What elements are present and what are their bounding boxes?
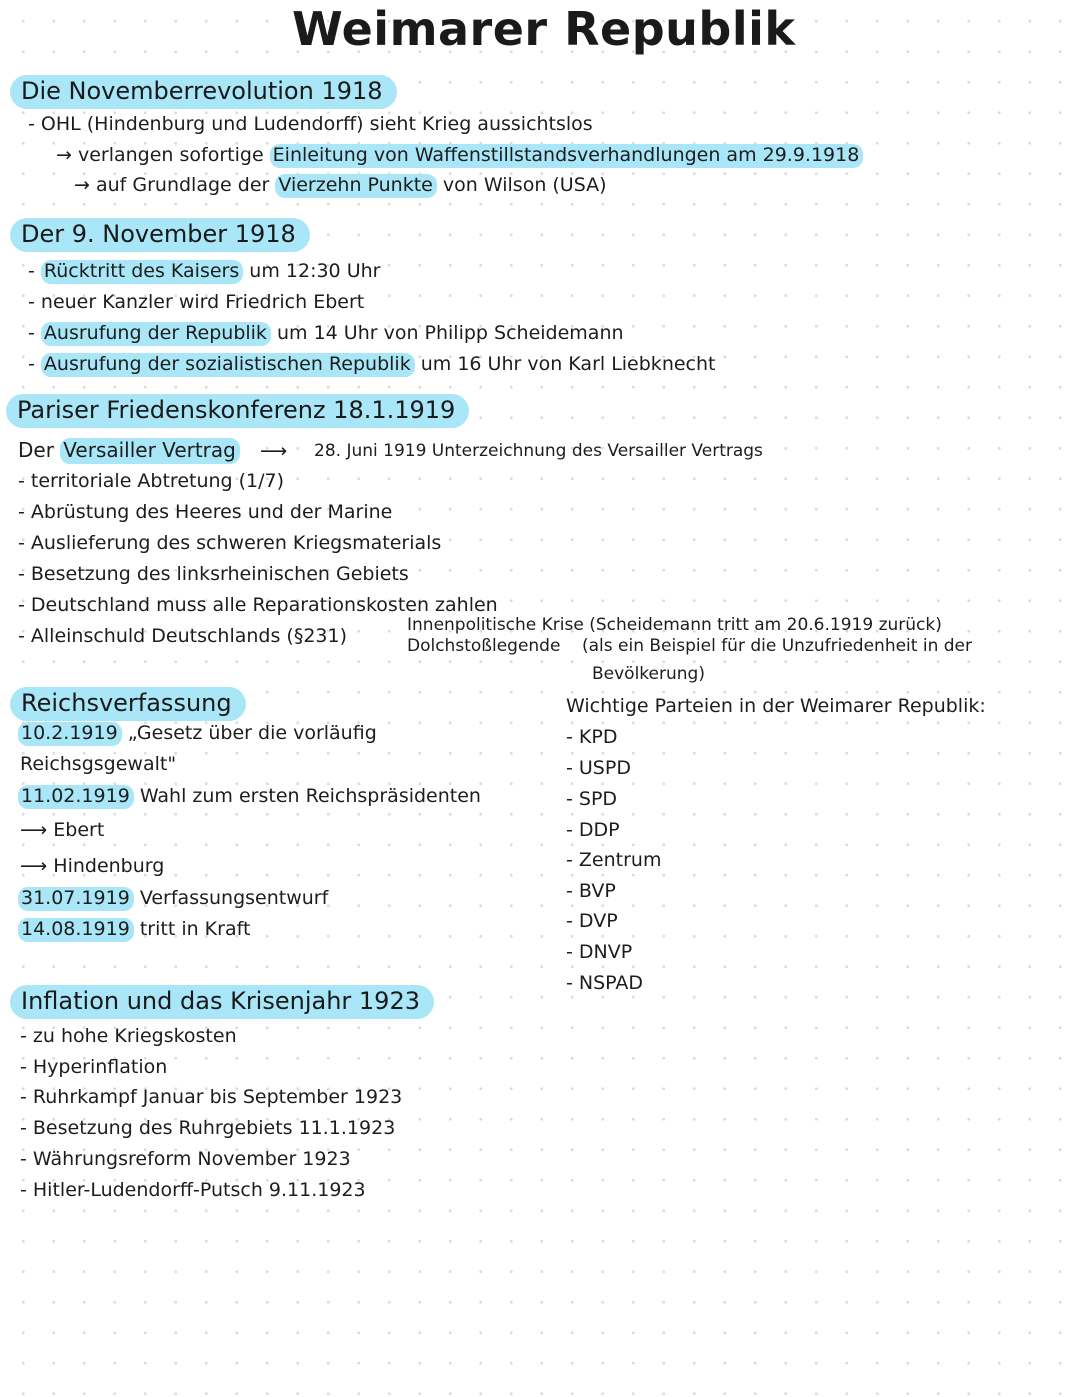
text-line: Innenpolitische Krise (Scheidemann tritt am 20.6.1919 zurück) [407, 615, 942, 635]
text-line [18, 917, 250, 941]
list-item: - BVP [566, 880, 616, 902]
section-heading-inflation: Inflation und das Krisenjahr 1923 [10, 985, 434, 1019]
text-segment: um 16 Uhr von Karl Liebknecht [414, 353, 716, 375]
text-line: Dolchstoßlegende [407, 636, 561, 656]
highlight: Rücktritt des Kaisers [41, 260, 243, 284]
text-line: (als ein Beispiel für die Unzufriedenheit in der [582, 636, 972, 656]
list-item: - Abrüstung des Heeres und der Marine [18, 501, 393, 523]
list-item: - Hitler-Ludendorff-Putsch 9.11.1923 [20, 1179, 366, 1201]
list-item: - Besetzung des Ruhrgebiets 11.1.1923 [20, 1117, 396, 1139]
highlight: Ausrufung der Republik [41, 322, 271, 346]
text-segment: tritt in Kraft [133, 918, 251, 940]
section-heading-novemberrevolution: Die Novemberrevolution 1918 [10, 75, 397, 109]
text-line [28, 352, 715, 376]
text-segment: Der [18, 438, 61, 462]
text-line [28, 259, 380, 283]
list-item: - NSPAD [566, 972, 644, 994]
text-segment: - [28, 260, 41, 282]
list-item: - USPD [566, 757, 631, 779]
text-segment: um 14 Uhr von Philipp Scheidemann [270, 322, 624, 344]
list-item: - territoriale Abtretung (1/7) [18, 470, 285, 492]
text-line [18, 438, 240, 462]
text-line [18, 721, 377, 745]
page-title: Weimarer Republik [292, 2, 796, 56]
list-item: - zu hohe Kriegskosten [20, 1025, 237, 1047]
list-item: - KPD [566, 726, 618, 748]
date-highlight: 11.02.1919 [18, 785, 134, 809]
list-item: - Auslieferung des schweren Kriegsmaterials [18, 532, 442, 554]
text-line [18, 784, 481, 808]
date-highlight: 14.08.1919 [18, 918, 134, 942]
text-line: Reichsgsgewalt" [20, 753, 177, 775]
text-line [28, 321, 624, 345]
text-line [74, 173, 607, 197]
text-line: ⟶ Hindenburg [20, 855, 165, 877]
list-item: - Alleinschuld Deutschlands (§231) [18, 625, 348, 647]
list-item: - Währungsreform November 1923 [20, 1148, 351, 1170]
list-item: - Besetzung des linksrheinischen Gebiets [18, 563, 409, 585]
text-segment: - [28, 353, 41, 375]
list-item: - DDP [566, 819, 620, 841]
list-item: - DVP [566, 910, 618, 932]
text-line: - OHL (Hindenburg und Ludendorff) sieht Krieg aussichtslos [28, 113, 593, 135]
highlight: Versailler Vertrag [60, 438, 240, 464]
list-item: - Ruhrkampf Januar bis September 1923 [20, 1086, 403, 1108]
list-item: - Zentrum [566, 849, 662, 871]
highlight: Ausrufung der sozialistischen Republik [41, 353, 415, 377]
arrow-icon: ⟶ [260, 440, 288, 462]
list-item: - DNVP [566, 941, 633, 963]
text-line: - neuer Kanzler wird Friedrich Ebert [28, 291, 365, 313]
text-line: ⟶ Ebert [20, 819, 105, 841]
list-item: - Deutschland muss alle Reparationskosten zahlen [18, 594, 498, 616]
text-line [18, 886, 328, 910]
text-line: 28. Juni 1919 Unterzeichnung des Versailler Vertrags [314, 441, 763, 461]
section-heading-9-november: Der 9. November 1918 [10, 218, 310, 252]
section-heading-reichsverfassung: Reichsverfassung [10, 687, 246, 721]
text-line [56, 143, 863, 167]
list-item: - SPD [566, 788, 618, 810]
parties-heading: Wichtige Parteien in der Weimarer Republik: [566, 695, 986, 717]
text-segment: → verlangen sofortige [56, 144, 270, 166]
highlight: Einleitung von Waffenstillstandsverhandlungen am 29.9.1918 [270, 144, 864, 168]
text-segment: von Wilson (USA) [436, 174, 607, 196]
text-segment: → auf Grundlage der [74, 174, 276, 196]
text-segment: Wahl zum ersten Reichspräsidenten [133, 785, 481, 807]
text-segment: „Gesetz über die vorläufig [121, 722, 377, 744]
list-item: - Hyperinflation [20, 1056, 168, 1078]
date-highlight: 10.2.1919 [18, 722, 122, 746]
text-segment: - [28, 322, 41, 344]
date-highlight: 31.07.1919 [18, 887, 134, 911]
text-segment: um 12:30 Uhr [243, 260, 381, 282]
text-segment: Verfassungsentwurf [133, 887, 329, 909]
highlight: Vierzehn Punkte [275, 174, 437, 198]
section-heading-friedenskonferenz: Pariser Friedenskonferenz 18.1.1919 [6, 394, 469, 428]
text-line: Bevölkerung) [592, 664, 705, 684]
